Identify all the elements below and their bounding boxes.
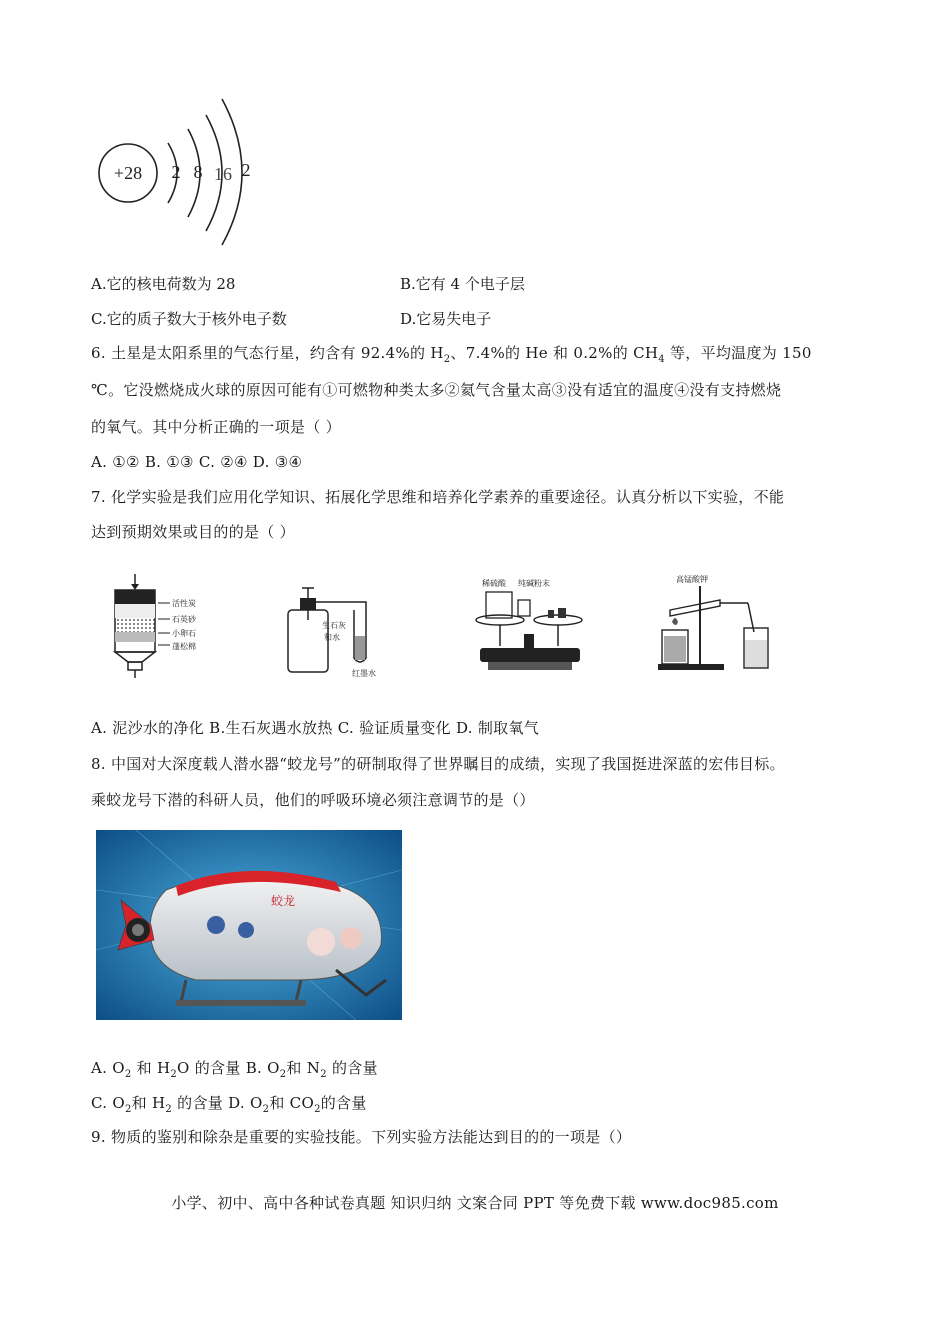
q7-line-2: 达到预期效果或目的的是（ ） <box>91 523 295 541</box>
shell-count-3: 16 <box>214 164 232 184</box>
q7-line-1: 7. 化学实验是我们应用化学知识、拓展化学思维和培养化学素养的重要途径。认真分析以下实验，不能 <box>91 488 785 506</box>
jiaolong-submersible-photo <box>96 830 402 1020</box>
quicklime-water-apparatus <box>280 580 400 680</box>
q6-line-3: 的氧气。其中分析正确的一项是（ ） <box>91 418 341 436</box>
atom-structure-diagram <box>90 95 270 255</box>
balance-label-acid: 稀硫酸 <box>482 579 506 588</box>
nucleus-charge: +28 <box>113 163 143 183</box>
submersible-name: 蛟龙 <box>271 894 296 908</box>
q5-option-d: D.它易失电子 <box>400 310 492 328</box>
q6-line-1: 6. 土星是太阳系里的气态行星，约含有 92.4%的 $H_2$、7.4%的 He 和 0.2%的 $CH_4$ 等，平均温度为 150 <box>91 344 812 365</box>
shell-count-1: 2 <box>171 162 181 182</box>
q8-options-ab: A. $O_2$ 和 $H_2O$ 的含量 B. $O_2$和 $N_2$ 的含量 <box>91 1059 378 1080</box>
lime-label-ink: 红墨水 <box>352 669 376 678</box>
q7-options: A. 泥沙水的净化 B.生石灰遇水放热 C. 验证质量变化 D. 制取氧气 <box>91 719 540 737</box>
q8-options-cd: C. $O_2$和 $H_2$ 的含量 D. $O_2$和 $CO_2$的含量 <box>91 1094 367 1115</box>
filter-label-pebble: 小卵石 <box>172 629 196 638</box>
lime-label-water: 和水 <box>324 633 340 642</box>
shell-count-4: 2 <box>241 160 251 180</box>
q9-line-1: 9. 物质的鉴别和除杂是重要的实验技能。下列实验方法能达到目的的一项是（） <box>91 1128 632 1146</box>
shell-count-2: 8 <box>193 162 203 182</box>
balance-apparatus <box>470 576 590 680</box>
kmno4-label: 高锰酸钾 <box>676 575 708 584</box>
oxygen-prep-apparatus <box>650 570 780 680</box>
q8-line-2: 乘蛟龙号下潜的科研人员，他们的呼吸环境必须注意调节的是（） <box>91 791 535 809</box>
q5-option-c: C.它的质子数大于核外电子数 <box>91 310 287 328</box>
filter-label-cotton: 蓬松棉 <box>172 642 196 651</box>
q6-options: A. ①② B. ①③ C. ②④ D. ③④ <box>91 453 303 471</box>
filter-label-quartz: 石英砂 <box>172 615 196 624</box>
q6-line-2: ℃。它没燃烧成火球的原因可能有①可燃物种类太多②氦气含量太高③没有适宜的温度④没有支持燃烧 <box>91 381 782 399</box>
q5-option-a: A.它的核电荷数为 28 <box>91 275 236 293</box>
lime-label-quicklime: 生石灰 <box>322 621 346 630</box>
page-footer: 小学、初中、高中各种试卷真题 知识归纳 文案合同 PPT 等免费下载 www.doc985.com <box>171 1194 779 1212</box>
water-filter-apparatus <box>100 570 220 682</box>
balance-label-soda: 纯碱粉末 <box>518 579 550 588</box>
q8-line-1: 8. 中国对大深度载人潜水器“蛟龙号”的研制取得了世界瞩目的成绩，实现了我国挺进深蓝的宏伟目标。 <box>91 755 785 773</box>
q5-option-b: B.它有 4 个电子层 <box>400 275 525 293</box>
filter-label-carbon: 活性炭 <box>172 599 196 608</box>
